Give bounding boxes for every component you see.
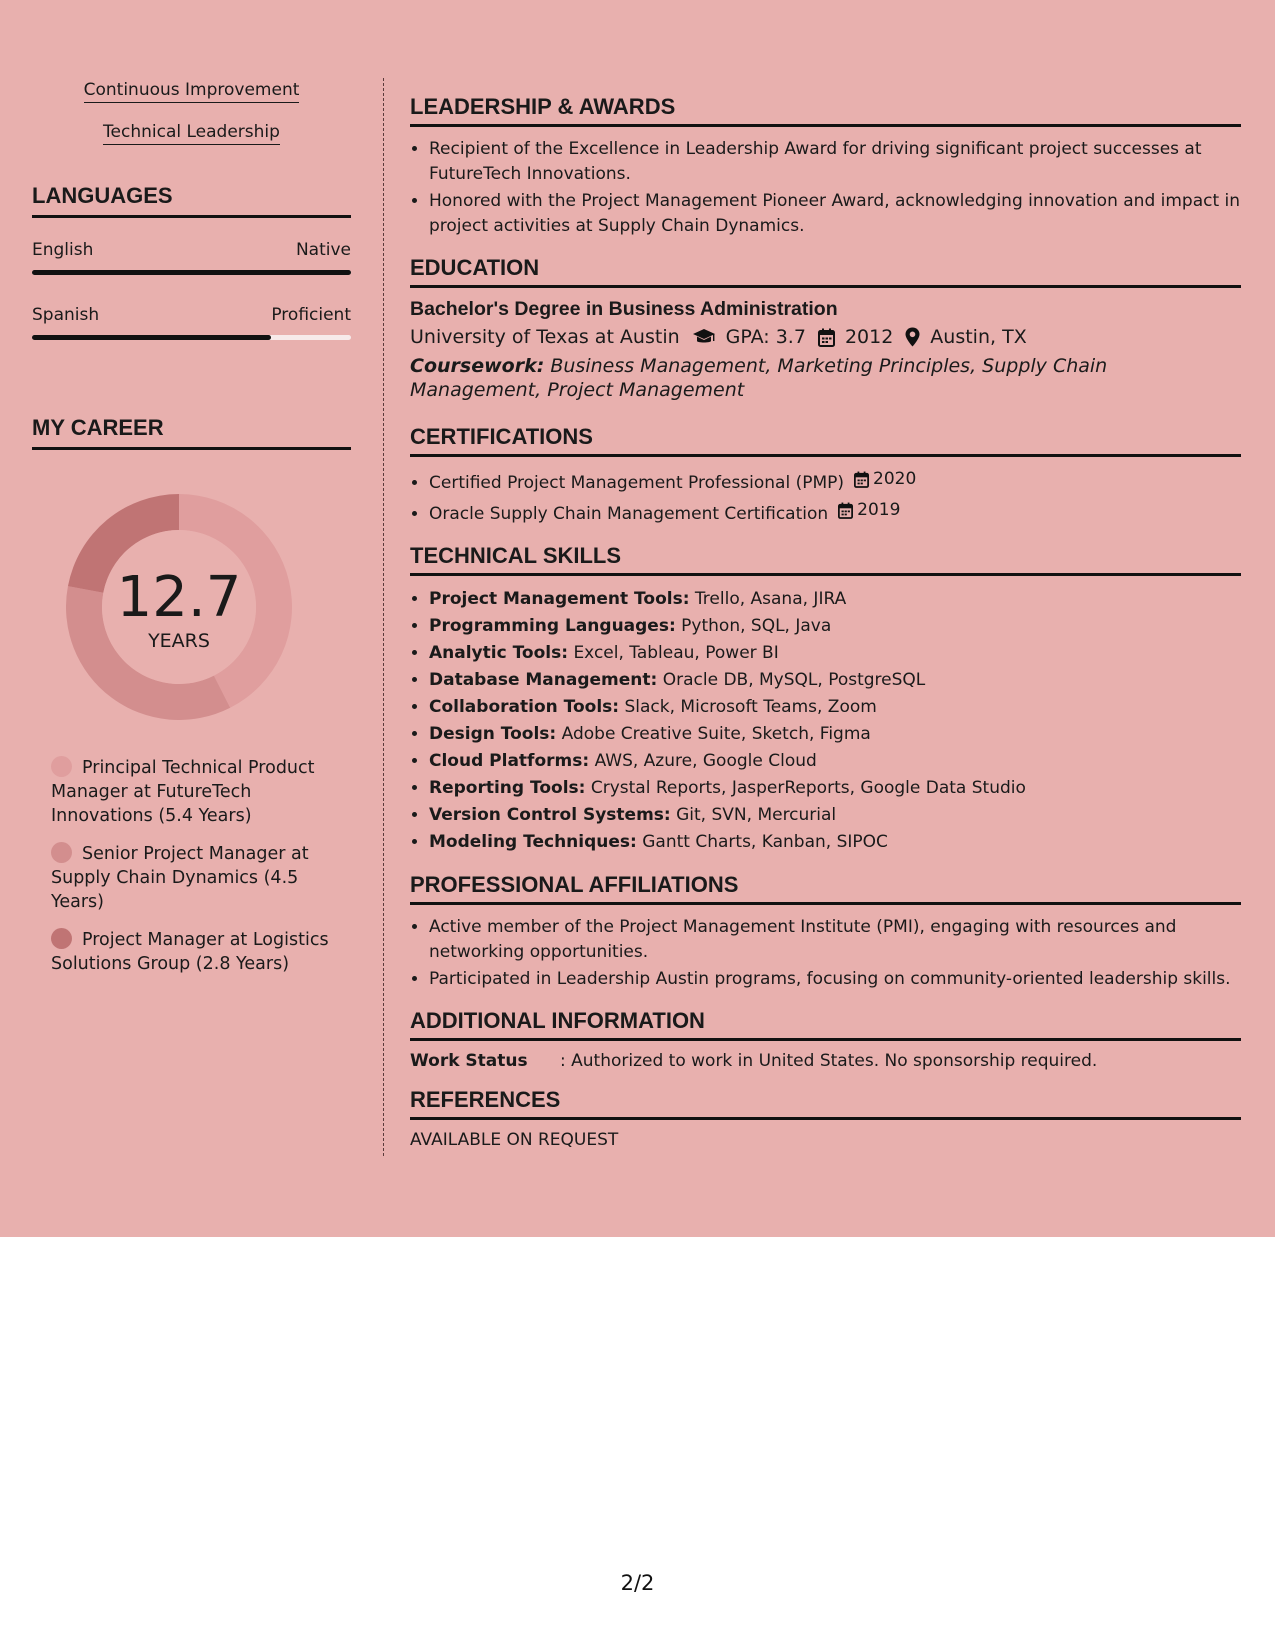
language-bar [32,335,351,340]
certification-name: Oracle Supply Chain Management Certification [429,504,829,524]
list-item: • Active member of the Project Management Institute (PMI), engaging with resources and networking opportunities. [429,915,1241,965]
school-name: University of Texas at Austin [410,326,680,348]
language-level: Native [295,240,351,260]
calendar-icon [854,471,869,488]
skill-category: Collaboration Tools: [429,697,620,717]
coursework [410,354,1241,402]
location-pin-icon [905,327,920,347]
sidebar [32,80,351,990]
graduation-cap-icon [692,328,716,346]
skill-category: Modeling Techniques: [429,832,637,852]
languages-heading: LANGUAGES [32,183,351,218]
skill-item [429,829,1241,856]
references-section [410,1087,1241,1150]
language-name: Spanish [32,305,100,325]
section-heading: LEADERSHIP & AWARDS [410,94,1241,127]
skill-category: Design Tools: [429,724,557,744]
list-item: • Honored with the Project Management Pioneer Award, acknowledging innovation and impact in project activities at Supply Chain Dynamics. [429,189,1241,239]
education-details [410,326,1241,348]
career-legend-label: Principal Technical Product Manager at FutureTech Innovations (5.4 Years) [51,758,315,826]
career-total-years: 12.7 [116,565,242,630]
skill-values: AWS, Azure, Google Cloud [594,751,817,771]
work-status-label: Work Status [410,1051,528,1071]
coursework-label: Coursework: [410,355,545,377]
skill-item [429,694,1241,721]
skill-category: Version Control Systems: [429,805,671,825]
section-heading: CERTIFICATIONS [410,424,1241,457]
references-text: AVAILABLE ON REQUEST [410,1130,619,1150]
page-number: 2/2 [620,1571,655,1595]
career-total-unit: YEARS [148,630,210,652]
language-item [32,240,351,275]
skill-values: Excel, Tableau, Power BI [573,643,779,663]
additional-info-section [410,1008,1241,1071]
legend-dot [51,756,72,777]
leadership-section [410,94,1241,239]
career-heading: MY CAREER [32,415,351,450]
skill-tag [32,80,351,103]
language-item [32,305,351,340]
skill-item [429,748,1241,775]
skill-tag-label: Technical Leadership [103,122,280,145]
career-legend [51,756,331,976]
skill-item [429,613,1241,640]
section-heading: REFERENCES [410,1087,1241,1120]
skill-values: Git, SVN, Mercurial [676,805,837,825]
section-heading: TECHNICAL SKILLS [410,543,1241,576]
skill-item [429,775,1241,802]
column-divider [383,78,384,1156]
section-heading: PROFESSIONAL AFFILIATIONS [410,872,1241,905]
language-name: English [32,240,94,260]
skill-values: Crystal Reports, JasperReports, Google Data Studio [590,778,1026,798]
skill-tag [32,122,351,145]
education-location: Austin, TX [930,326,1027,348]
skill-category: Programming Languages: [429,616,676,636]
career-legend-item [51,842,331,914]
skill-category: Cloud Platforms: [429,751,590,771]
certification-year: 2020 [873,469,917,489]
skill-category: Database Management: [429,670,658,690]
career-legend-item [51,756,331,828]
list-item: • Participated in Leadership Austin programs, focusing on community-oriented leadership skills. [429,967,1241,992]
career-legend-label: Project Manager at Logistics Solutions Group (2.8 Years) [51,930,329,974]
skill-values: Python, SQL, Java [681,616,832,636]
skill-values: Gantt Charts, Kanban, SIPOC [642,832,888,852]
calendar-icon [818,328,835,347]
skill-values: Slack, Microsoft Teams, Zoom [624,697,877,717]
career-donut-chart [66,494,292,720]
section-heading: EDUCATION [410,255,1241,288]
skill-values: Oracle DB, MySQL, PostgreSQL [662,670,926,690]
calendar-icon [838,502,853,519]
affiliations-section [410,872,1241,992]
certification-year: 2019 [857,500,901,520]
skill-item [429,640,1241,667]
section-heading: ADDITIONAL INFORMATION [410,1008,1241,1041]
list-item: • Recipient of the Excellence in Leadership Award for driving significant project successes at FutureTech Innovations. [429,137,1241,187]
technical-skills-section [410,543,1241,856]
language-bar-fill [32,270,351,275]
skill-values: Trello, Asana, JIRA [694,589,847,609]
gpa: GPA: 3.7 [725,326,806,348]
skill-category: Reporting Tools: [429,778,586,798]
legend-dot [51,842,72,863]
skill-values: Adobe Creative Suite, Sketch, Figma [561,724,871,744]
language-level: Proficient [271,305,351,325]
graduation-year: 2012 [844,326,894,348]
legend-dot [51,928,72,949]
skill-category: Project Management Tools: [429,589,690,609]
language-bar-fill [32,335,271,340]
certification-item [429,467,1241,496]
language-bar [32,270,351,275]
skill-item [429,667,1241,694]
skill-category: Analytic Tools: [429,643,569,663]
career-legend-label: Senior Project Manager at Supply Chain Dynamics (4.5 Years) [51,844,309,912]
certification-name: Certified Project Management Professional (PMP) [429,473,845,493]
career-legend-item [51,928,331,976]
work-status-row [410,1051,1241,1071]
skill-item [429,802,1241,829]
degree-title: Bachelor's Degree in Business Administration [410,298,838,320]
coursework-list: Business Management, Marketing Principles, Supply Chain Management, Project Management [410,355,1108,401]
skill-item [429,586,1241,613]
skill-tag-label: Continuous Improvement [84,80,300,103]
work-status-value: : Authorized to work in United States. No sponsorship required. [560,1051,1098,1071]
skill-item [429,721,1241,748]
education-section [410,255,1241,402]
certifications-section [410,424,1241,527]
main-column [410,94,1241,1166]
certification-item [429,498,1241,527]
